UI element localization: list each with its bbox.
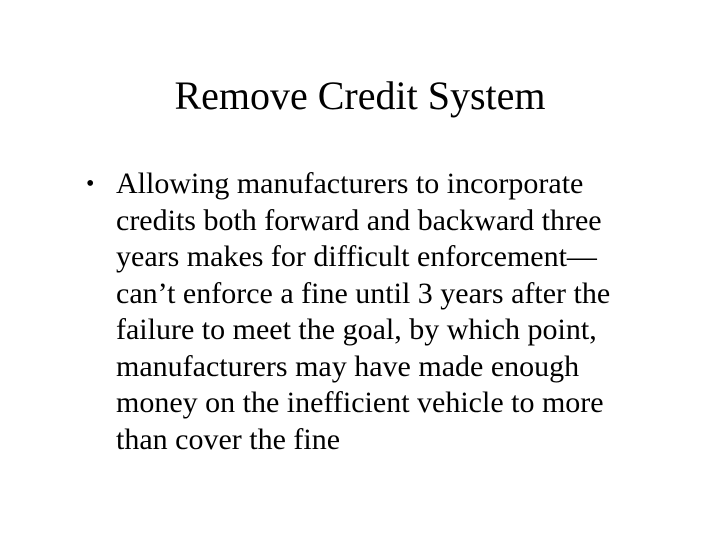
- bullet-icon: •: [86, 171, 95, 197]
- bullet-text-line: credits both forward and backward three: [116, 203, 602, 237]
- bullet-text-line: failure to meet the goal, by which point,: [116, 313, 597, 346]
- bullet-text-line: can’t enforce a fine until 3 years after the: [116, 276, 611, 310]
- bullet-text-line: than cover the fine: [116, 422, 341, 456]
- bullet-text-line: manufacturers may have made enough: [116, 349, 580, 383]
- bullet-text-line: years makes for difficult enforcement—: [116, 240, 597, 273]
- bullet-text-line: money on the inefficient vehicle to more: [116, 386, 604, 419]
- bullet-list: [86, 166, 646, 458]
- bullet-item: [86, 166, 646, 458]
- bullet-text-line: Allowing manufacturers to incorporate: [116, 167, 584, 200]
- slide-title: Remove Credit System: [174, 73, 546, 118]
